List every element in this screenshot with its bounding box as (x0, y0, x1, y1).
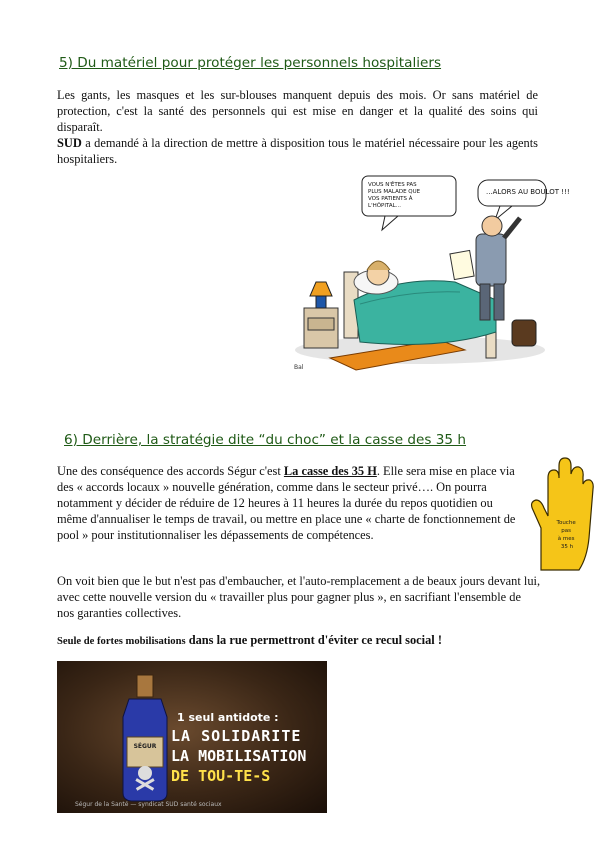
sud-label: SUD (57, 136, 82, 150)
section6-p1-a: Une des conséquence des accords Ségur c'est (57, 464, 284, 478)
raised-hand-image (527, 458, 595, 573)
poster-line4: DE TOU-TE-S (171, 767, 271, 785)
section5-heading: 5) Du matériel pour protéger les personnels hospitaliers (59, 55, 442, 71)
segur-poison-poster (57, 661, 327, 813)
section6-heading: 6) Derrière, la stratégie dite “du choc” et la casse des 35 h (64, 432, 467, 448)
section6-paragraph2: On voit bien que le but n'est pas d'embaucher, et l'auto-remplacement a de beaux jours devant lui, avec cette nouvelle version du « travailler plus pour gagner plus », en sacrifiant l'ensemble de nos garanties collectives. (57, 574, 541, 620)
casse-35h-link: La casse des 35 H (283, 464, 377, 478)
bubble-left-text: VOUS N'ÊTES PAS PLUS MALADE QUE VOS PATIENTS À L'HÔPITAL... (368, 182, 421, 209)
poster-line1: 1 seul antidote : (177, 711, 279, 724)
section5-para2: a demandé à la direction de mettre à disposition tous le matériel nécessaire pour les agents hospitaliers. (57, 136, 538, 166)
poster-line3: LA MOBILISATION (171, 747, 307, 765)
poster-line2: LA SOLIDARITE (171, 727, 302, 745)
cartoon-signature: Bal (294, 364, 304, 371)
section6-paragraph1 (57, 463, 519, 543)
mobilisation-big: dans la rue permettront d'éviter ce recul social ! (185, 633, 442, 647)
section5-paragraph (57, 87, 538, 167)
mobilisation-small: Seule de fortes mobilisations (57, 636, 186, 647)
poster-credit: Ségur de la Santé — syndicat SUD santé sociaux (75, 801, 222, 808)
hand-text: Touche pas à mes 35 h (556, 520, 576, 550)
bubble-right-text: ...ALORS AU BOULOT !!! (486, 188, 570, 196)
section6-p1-b: . Elle sera mise en place via des « accords locaux » nouvelle génération, comme dans le secteur privé…. On pourra notamment y décider de réduire de 12 heures à 11 heures la durée du repos quotidien ou même d'annualiser le temps de travail, ou mettre en place une « charte de fonctionnement de pool » pour institutionnaliser les dépassements de compétences. (57, 464, 516, 542)
section5-para1: Les gants, les masques et les sur-blouses manquent depuis des mois. Or sans matériel de protection, c'est la santé des personnels qui est mise en danger et la qualité des soins qui disparaît. (57, 88, 538, 134)
bottle-label: SÉGUR (133, 743, 157, 750)
section6-paragraph3 (57, 632, 547, 650)
hospital-cartoon (290, 172, 570, 372)
